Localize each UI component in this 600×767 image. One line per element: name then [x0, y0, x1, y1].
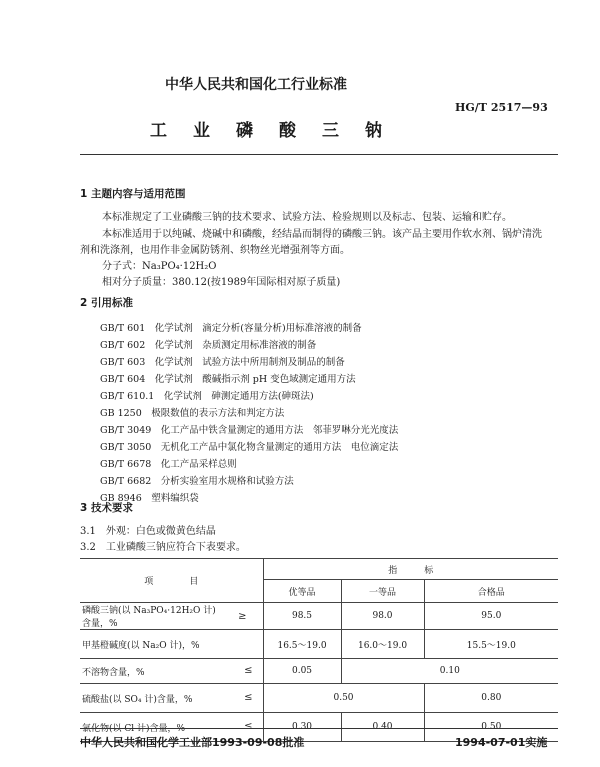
specification-table	[80, 558, 558, 742]
header-divider	[80, 154, 558, 155]
section-2-heading: 2 引用标准	[80, 297, 133, 309]
cell-value: 0.05	[263, 659, 341, 684]
reference-item: GB/T 604 化学试剂 酸碱指示剂 pH 变色域测定通用方法	[100, 374, 356, 385]
standard-code: HG/T 2517—93	[455, 101, 548, 114]
requirement-table-intro: 3.2 工业磷酸三钠应符合下表要求。	[80, 542, 246, 553]
reference-item: GB/T 601 化学试剂 滴定分析(容量分析)用标准溶液的制备	[100, 323, 362, 334]
reference-item: GB/T 3049 化工产品中铁含量测定的通用方法 邻菲罗啉分光光度法	[100, 425, 399, 436]
row-label: 甲基橙碱度(以 Na₂O 计)，%	[80, 630, 222, 659]
row-label-text: 氯化物(以 Cl 计)含量，%	[82, 723, 186, 734]
table-row	[80, 684, 558, 713]
section-1-paragraph-2-line-1: 本标准适用于以纯碱、烧碱中和磷酸，经结晶而制得的磷酸三钠。该产品主要用作软水剂、锅炉清洗	[102, 229, 542, 240]
comparison-symbol	[222, 630, 263, 659]
footer-divider	[80, 728, 558, 729]
grade-header: 优等品	[263, 580, 341, 603]
reference-item: GB/T 602 化学试剂 杂质测定用标准溶液的制备	[100, 340, 317, 351]
grade-header: 合格品	[424, 580, 558, 603]
document-title: 工业磷酸三钠	[150, 121, 408, 141]
cell-value: 0.80	[424, 684, 558, 713]
cell-value: 0.30	[263, 713, 341, 742]
reference-item: GB/T 603 化学试剂 试验方法中所用制剂及制品的制备	[100, 357, 345, 368]
table-header-row	[80, 559, 558, 580]
reference-item: GB/T 6678 化工产品采样总则	[100, 459, 237, 470]
table-row	[80, 659, 558, 684]
table-row	[80, 630, 558, 659]
section-1-paragraph-1: 本标准规定了工业磷酸三钠的技术要求、试验方法、检验规则以及标志、包装、运输和贮存。	[102, 212, 512, 223]
row-label	[80, 659, 263, 684]
column-header-index: 指 标	[263, 559, 558, 580]
table-row	[80, 603, 558, 630]
reference-item: GB/T 610.1 化学试剂 砷测定通用方法(砷斑法)	[100, 391, 314, 402]
row-label-text: 不溶物含量，%	[82, 667, 145, 678]
reference-item: GB/T 3050 无机化工产品中氯化物含量测定的通用方法 电位滴定法	[100, 442, 399, 453]
cell-value: 16.5～19.0	[263, 630, 341, 659]
grade-header: 一等品	[341, 580, 424, 603]
comparison-symbol: ≥	[222, 603, 263, 630]
cell-value: 95.0	[424, 603, 558, 630]
cell-value: 16.0～19.0	[341, 630, 424, 659]
cell-value: 0.40	[341, 713, 424, 742]
section-1-heading: 1 主题内容与适用范围	[80, 188, 186, 200]
effective-date: 1994-07-01实施	[455, 736, 548, 749]
approval-statement: 中华人民共和国化学工业部1993-09-08批准	[80, 736, 305, 749]
cell-value: 15.5～19.0	[424, 630, 558, 659]
row-label-text: 硫酸盐(以 SO₄ 计)含量，%	[82, 694, 193, 705]
section-3-heading: 3 技术要求	[80, 502, 133, 514]
row-label	[80, 684, 263, 713]
standard-category-title: 中华人民共和国化工行业标准	[165, 77, 347, 93]
row-label: 磷酸三钠(以 Na₃PO₄·12H₂O 计)含量，%	[80, 603, 222, 630]
cell-value: 0.50	[263, 684, 424, 713]
column-header-item: 项 目	[80, 559, 263, 603]
cell-value: 98.0	[341, 603, 424, 630]
cell-value: 0.10	[341, 659, 558, 684]
molecular-formula: 分子式：Na₃PO₄·12H₂O	[102, 261, 217, 272]
cell-value: 98.5	[263, 603, 341, 630]
requirement-appearance: 3.1 外观：白色或微黄色结晶	[80, 526, 216, 537]
comparison-symbol: ≤	[244, 664, 253, 676]
molecular-mass: 相对分子质量：380.12(按1989年国际相对原子质量)	[102, 277, 341, 288]
reference-item: GB 8946 塑料编织袋	[100, 493, 199, 504]
comparison-symbol: ≤	[244, 720, 253, 732]
reference-item: GB 1250 极限数值的表示方法和判定方法	[100, 408, 285, 419]
section-1-paragraph-2-line-2: 剂和洗涤剂，也用作非金属防锈剂、织物丝光增强剂等方面。	[80, 245, 350, 256]
cell-value: 0.50	[424, 713, 558, 742]
reference-item: GB/T 6682 分析实验室用水规格和试验方法	[100, 476, 294, 487]
comparison-symbol: ≤	[244, 691, 253, 703]
